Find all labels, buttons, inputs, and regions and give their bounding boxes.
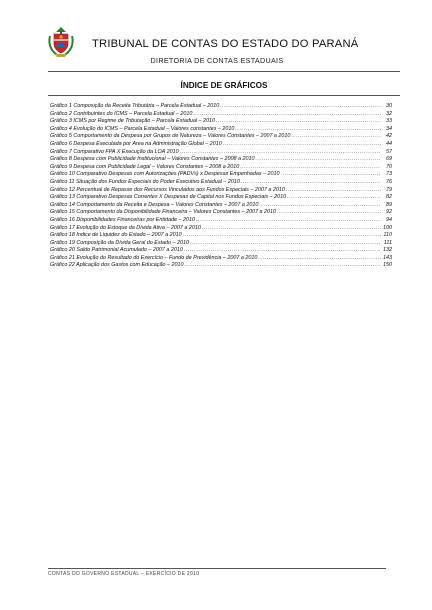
toc-entry[interactable] xyxy=(50,171,392,179)
dot-leader xyxy=(235,126,381,134)
toc-entry-page: 79 xyxy=(386,186,392,193)
toc-entry-page: 92 xyxy=(386,209,392,216)
toc-entry-label: Gráfico 6 Despesa Executada por Área na Administração Global – 2010 xyxy=(50,140,222,147)
toc-entry-label: Gráfico 21 Evolução do Resultado do Exercício – Fundo de Previdência – 2007 a 2010 xyxy=(50,254,258,261)
toc-entry[interactable] xyxy=(50,111,392,119)
institution-title: TRIBUNAL DE CONTAS DO ESTADO DO PARANÁ xyxy=(92,38,359,50)
toc-entry[interactable] xyxy=(50,209,392,217)
toc-entry[interactable] xyxy=(50,179,392,187)
dot-leader xyxy=(286,187,381,195)
dot-leader xyxy=(240,164,381,172)
toc-entry-label: Gráfico 11 Situação dos Fundos Especiais do Poder Executivo Estadual – 2010 xyxy=(50,178,240,185)
toc-entry-label: Gráfico 13 Comparativo Despesas Correntes X Despesas de Capital nos Fundos Especiais – 2010 xyxy=(50,194,287,201)
heading-divider xyxy=(48,95,400,96)
toc-entry-label: Gráfico 18 Índice de Liquidez do Estado – 2007 a 2010 xyxy=(50,232,182,239)
dot-leader xyxy=(258,255,381,263)
toc-entry-page: 150 xyxy=(383,262,392,269)
toc-entry[interactable] xyxy=(50,240,392,248)
directorate-subtitle: DIRETORIA DE CONTAS ESTADUAIS xyxy=(150,56,284,65)
toc-entry-page: 30 xyxy=(386,103,392,109)
toc-entry-page: 110 xyxy=(383,232,392,239)
footer-text: CONTAS DO GOVERNO ESTADUAL – EXERCÍCIO DE 2010 xyxy=(48,571,200,577)
toc-entry-label: Gráfico 20 Saldo Patrimonial Acumulado – 2007 a 2010 xyxy=(50,247,183,254)
dot-leader xyxy=(184,262,381,270)
toc-entry-label: Gráfico 15 Comportamento da Disponibilidade Financeira – Valores Constantes – 2007 a 2010 xyxy=(50,209,277,216)
toc-entry-label: Gráfico 22 Aplicação dos Gastos com Educação – 2010 xyxy=(50,262,184,269)
toc-entry[interactable] xyxy=(50,217,392,225)
dot-leader xyxy=(291,133,381,141)
dot-leader xyxy=(259,202,381,210)
toc-entry[interactable] xyxy=(50,133,392,141)
header-divider xyxy=(48,71,400,72)
toc-entry-label: Gráfico 2 Contribuintes do ICMS – Parcela Estadual – 2010 xyxy=(50,110,193,117)
toc-entry-page: 94 xyxy=(386,216,392,223)
toc-entry-page: 76 xyxy=(386,178,392,185)
toc-entry[interactable] xyxy=(50,187,392,195)
toc-entry[interactable] xyxy=(50,202,392,210)
dot-leader xyxy=(184,247,381,255)
toc-entry-label: Gráfico 1 Composição da Receita Tributária – Parcela Estadual – 2010 xyxy=(50,103,220,109)
toc-entry-label: Gráfico 7 Comparativo FPA X Execução da LOA 2010 xyxy=(50,148,179,155)
toc-entry-page: 34 xyxy=(386,125,392,132)
footer-divider xyxy=(48,568,386,569)
toc-entry[interactable] xyxy=(50,255,392,263)
dot-leader xyxy=(193,111,381,119)
toc-entry[interactable] xyxy=(50,232,392,240)
dot-leader xyxy=(183,232,381,240)
toc-entry-label: Gráfico 17 Evolução do Estoque da Dívida Ativa – 2007 a 2010 xyxy=(50,224,201,231)
toc-entry-label: Gráfico 12 Percentual de Repasse dos Recursos Vinculados aos Fundos Especiais – 2007 a 2010 xyxy=(50,186,285,193)
toc-entry-label: Gráfico 14 Comportamento da Receita e Despesa – Valores Constantes – 2007 a 2010 xyxy=(50,201,259,208)
toc-entry-page: 111 xyxy=(383,239,392,246)
toc-entry-page: 143 xyxy=(383,254,392,261)
toc-entry[interactable] xyxy=(50,164,392,172)
toc-entry[interactable] xyxy=(50,247,392,255)
toc-entry[interactable] xyxy=(50,126,392,134)
toc-entry-page: 57 xyxy=(386,148,392,155)
toc-entry-label: Gráfico 8 Despesa com Publicidade Institucional – Valores Constantes – 2008 a 2010 xyxy=(50,156,255,163)
toc-entry[interactable] xyxy=(50,225,392,233)
toc-entry[interactable] xyxy=(50,156,392,164)
dot-leader xyxy=(202,225,381,233)
toc-entry-label: Gráfico 9 Despesa com Publicidade Legal – Valores Constantes – 2008 a 2010 xyxy=(50,163,240,170)
toc-entry[interactable] xyxy=(50,194,392,202)
toc-entry[interactable] xyxy=(50,149,392,157)
toc-entry-page: 70 xyxy=(386,163,392,170)
toc-entry-page: 69 xyxy=(386,156,392,163)
dot-leader xyxy=(287,194,381,202)
toc-entry[interactable] xyxy=(50,103,392,111)
dot-leader xyxy=(180,149,381,157)
dot-leader xyxy=(190,240,381,248)
toc-entry[interactable] xyxy=(50,118,392,126)
table-of-figures xyxy=(50,103,392,270)
toc-entry-label: Gráfico 3 ICMS por Regime de Tributação – Parcela Estadual – 2010 xyxy=(50,118,215,125)
toc-entry-label: Gráfico 5 Comportamento da Despesa por Grupos de Natureza – Valores Constantes – 2007 a 2010 xyxy=(50,133,291,140)
toc-entry[interactable] xyxy=(50,141,392,149)
toc-entry-label: Gráfico 16 Disponibilidades Financeiras por Entidade – 2010 xyxy=(50,216,196,223)
toc-entry-page: 89 xyxy=(386,201,392,208)
dot-leader xyxy=(223,141,381,149)
toc-entry-page: 44 xyxy=(386,140,392,147)
dot-leader xyxy=(281,171,381,179)
toc-entry-label: Gráfico 19 Composição da Dívida Geral do Estado – 2010 xyxy=(50,239,190,246)
dot-leader xyxy=(196,217,381,225)
toc-entry-page: 33 xyxy=(386,118,392,125)
parana-coat-of-arms-icon xyxy=(47,26,75,58)
toc-entry-page: 100 xyxy=(383,224,392,231)
section-heading: ÍNDICE DE GRÁFICOS xyxy=(180,81,268,90)
toc-entry-page: 132 xyxy=(383,247,392,254)
toc-entry-label: Gráfico 4 Evolução do ICMS – Parcela Estadual – Valores constantes – 2010 xyxy=(50,125,235,132)
dot-leader xyxy=(216,118,381,126)
dot-leader xyxy=(241,179,381,187)
toc-entry-page: 42 xyxy=(386,133,392,140)
dot-leader xyxy=(220,103,381,111)
dot-leader xyxy=(277,209,381,217)
toc-entry-label: Gráfico 10 Comparativo Despesas com Autorizações (PADVs) x Despesas Empenhadas – 2010 xyxy=(50,171,280,178)
toc-entry[interactable] xyxy=(50,262,392,270)
toc-entry-page: 32 xyxy=(386,110,392,117)
toc-entry-page: 82 xyxy=(386,194,392,201)
toc-entry-page: 73 xyxy=(386,171,392,178)
dot-leader xyxy=(255,156,381,164)
